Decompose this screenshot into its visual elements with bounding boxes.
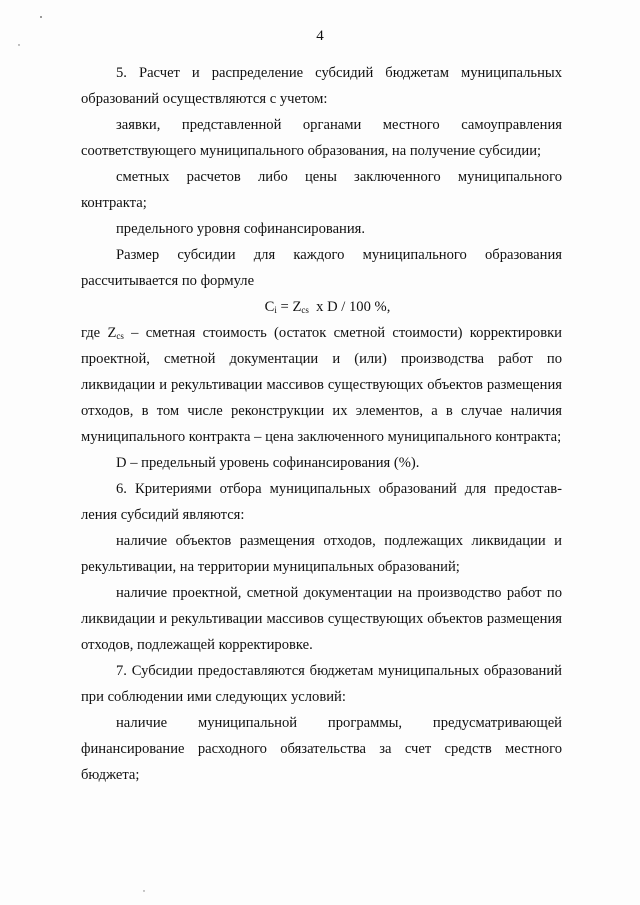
zcs-symbol: Z — [107, 325, 117, 341]
formula-c-subscript: i — [274, 305, 277, 315]
formula-c: C — [264, 299, 275, 315]
paragraph-zcs-definition — [81, 320, 562, 450]
paragraph-7-conditions: 7. Субсидии предоставляются бюджетам муниципальных образований при соблюдении ими следующих условий: — [81, 663, 562, 705]
paragraph-cofinancing: предельного уровня софинансирования. — [116, 221, 366, 237]
paragraph-6-criteria: 6. Критериями отбора муниципальных образований для предостав-ления субсидий являются: — [81, 481, 562, 523]
speck — [143, 890, 144, 891]
speck — [40, 16, 42, 18]
paragraph-project-docs: наличие проектной, сметной документации на производство работ по ликвидации и рекультивации массивов существующих объектов размещения отходов, подлежащей корректировке. — [81, 585, 562, 653]
formula-equals: = — [276, 299, 293, 315]
paragraph-subsidy-size: Размер субсидии для каждого муниципального образования рассчитывается по формуле — [81, 247, 562, 289]
page-number: 4 — [316, 28, 324, 44]
formula-z-subscript: cs — [301, 305, 309, 315]
paragraph-municipal-program: наличие муниципальной программы, предусматривающей финансирование расходного обязательства за счет средств местного бюджета; — [81, 715, 562, 783]
document-body — [81, 60, 562, 788]
paragraph-applications: заявки, представленной органами местного самоуправления соответствующего муниципального образования, на получение субсидии; — [81, 117, 562, 159]
paragraph-d-definition: D – предельный уровень софинансирования (%). — [116, 455, 420, 471]
zcs-text: – сметная стоимость (остаток сметной стоимости) корректировки проектной, сметной документации и (или) производства работ по ликвидации и рекультивации массивов существующих объектов размещения отходов, в том числе реконструкции их элементов, а в случае наличия муниципального контракта – цена заключенного муниципального контракта; — [81, 325, 562, 445]
formula — [81, 294, 562, 320]
formula-rest: x D / 100 %, — [308, 299, 391, 315]
paragraph-estimates: сметных расчетов либо цены заключенного муниципального контракта; — [81, 169, 562, 211]
zcs-prefix: где — [81, 325, 108, 341]
formula-z: Z — [292, 299, 302, 315]
paragraph-5-intro: 5. Расчет и распределение субсидий бюджетам муниципальных образований осуществляются с учетом: — [81, 65, 562, 107]
zcs-subscript: cs — [116, 331, 124, 341]
paragraph-waste-objects: наличие объектов размещения отходов, подлежащих ликвидации и рекультивации, на территории муниципальных образований; — [81, 533, 562, 575]
